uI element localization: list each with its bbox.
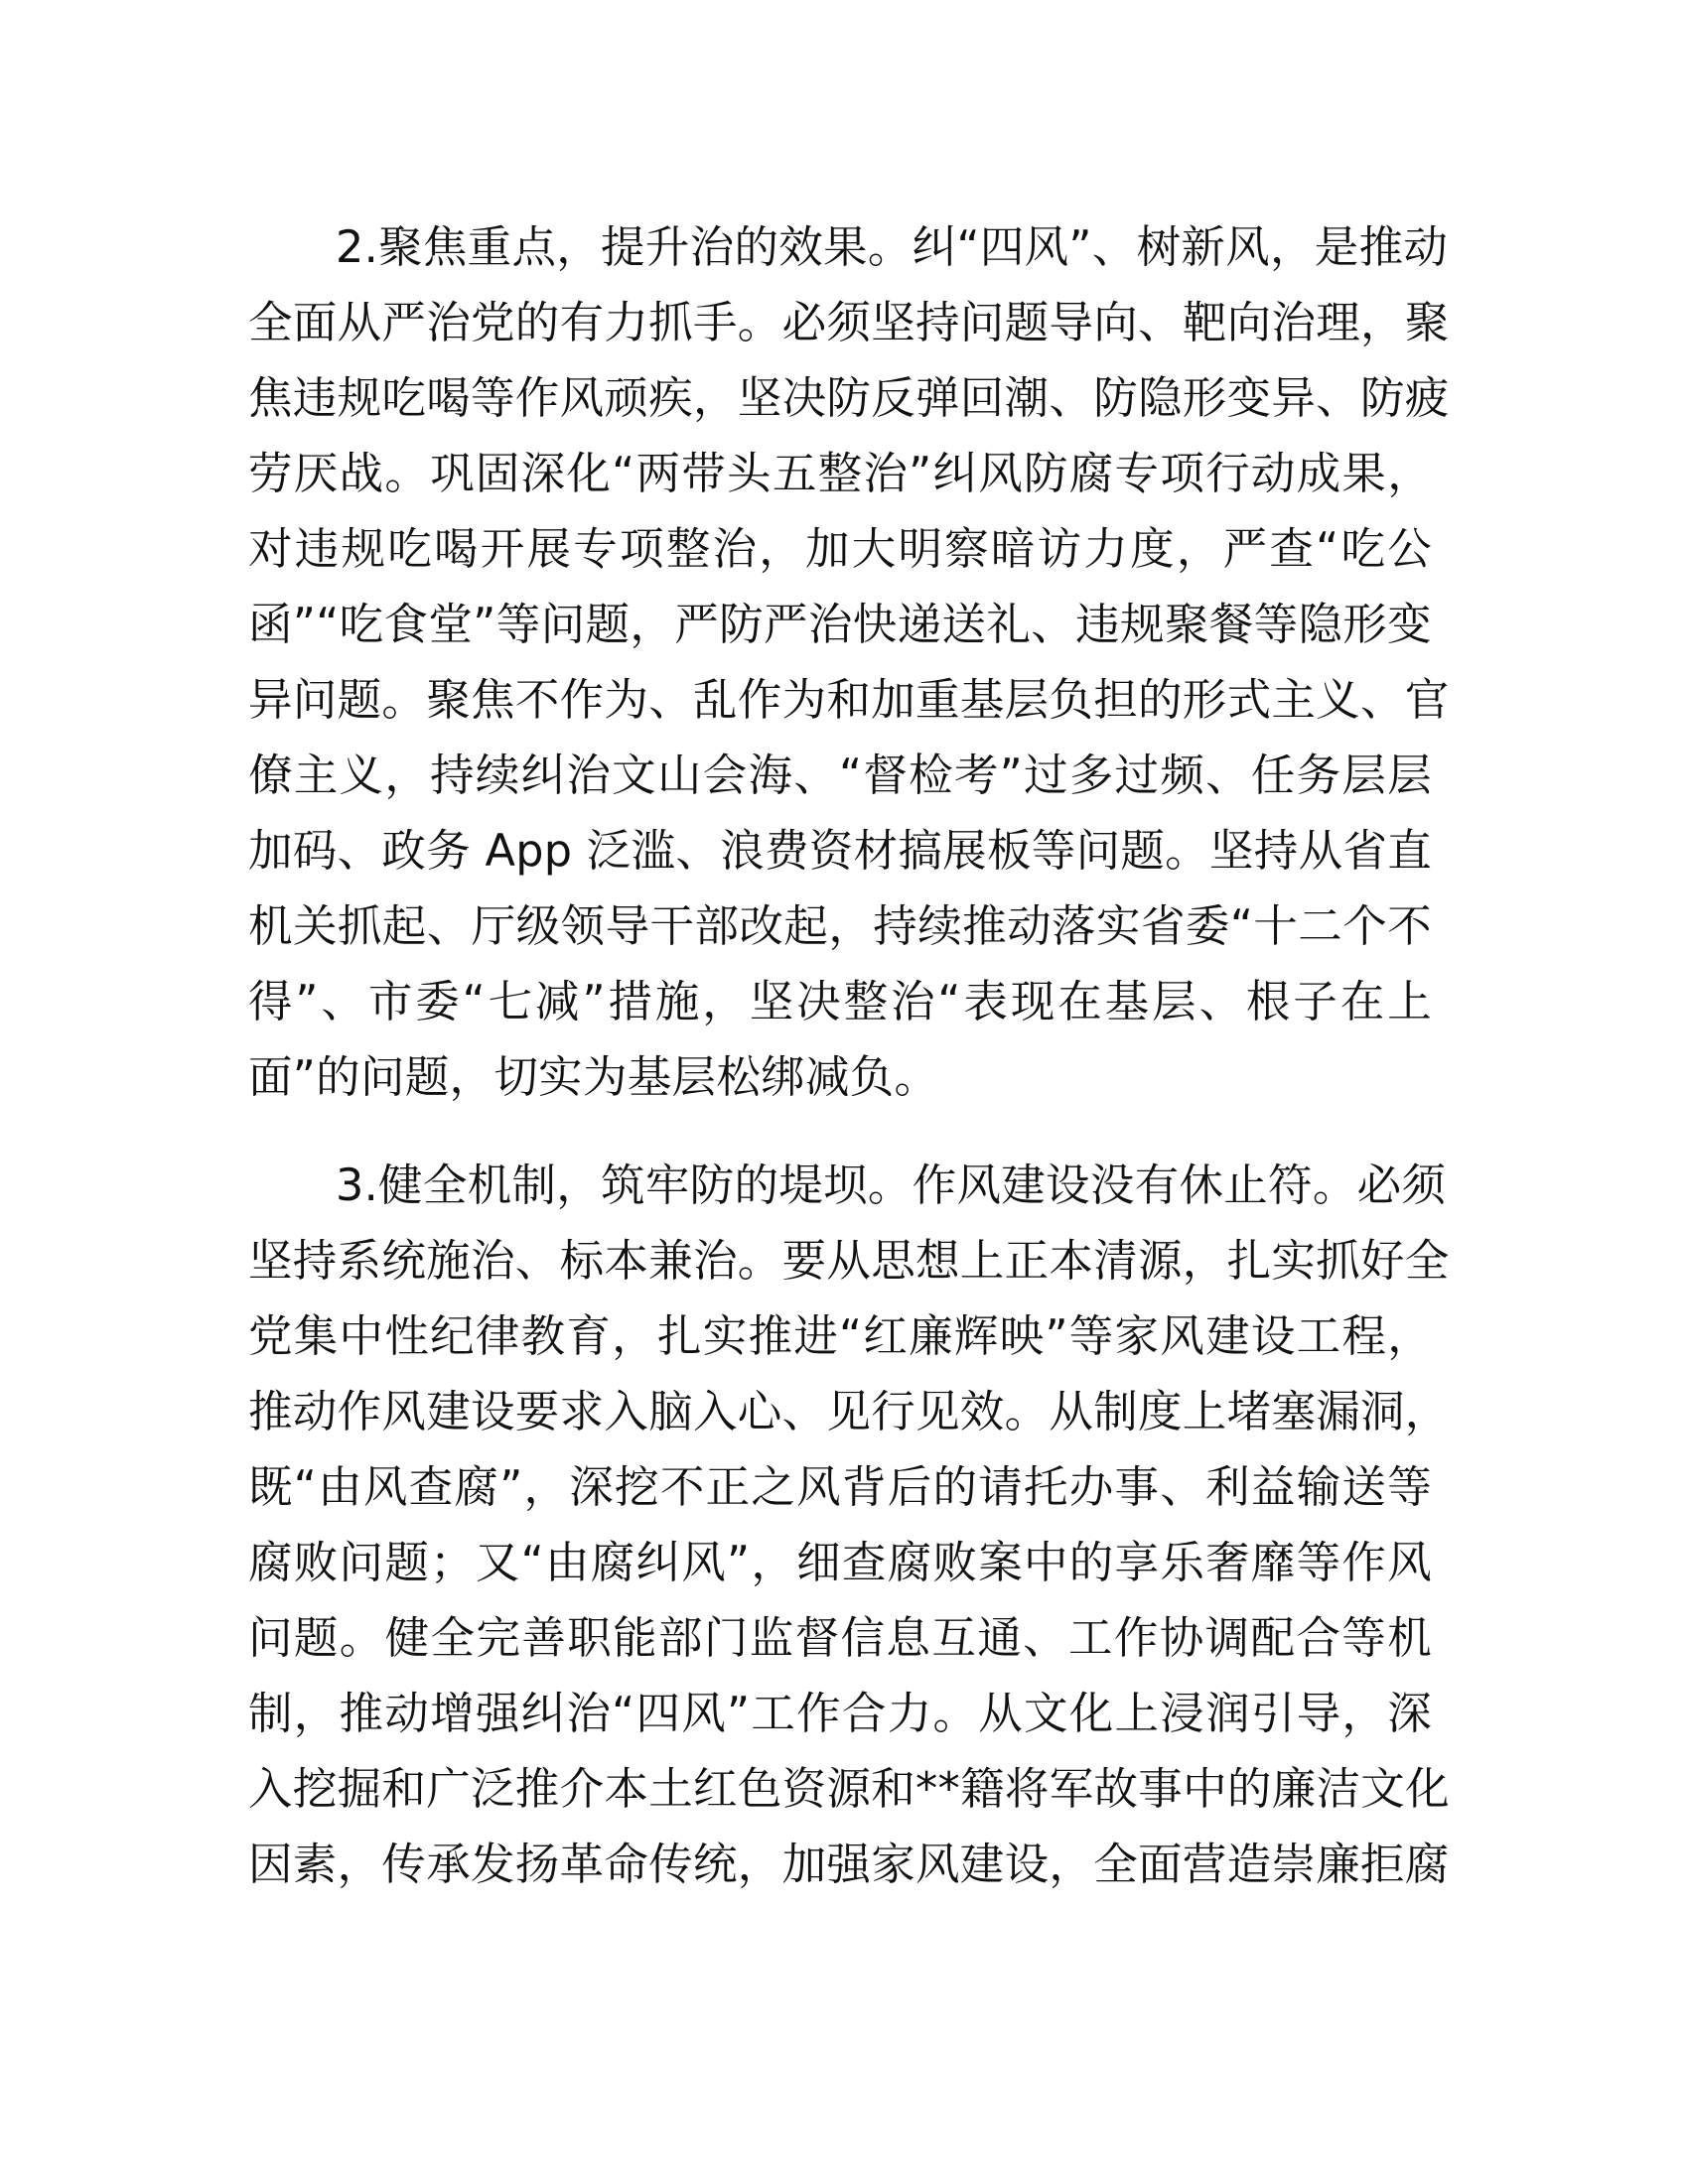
paragraph-line: 机关抓起、厅级领导干部改起，持续推动落实省委“十二个不 <box>248 901 1432 952</box>
paragraph-line: 函”“吃食堂”等问题，严防严治快递送礼、违规聚餐等隐形变 <box>248 600 1432 650</box>
paragraph-line: 坚持系统施治、标本兼治。要从思想上正本清源，扎实抓好全 <box>248 1236 1450 1287</box>
paragraph-line: 入挖掘和广泛推介本土红色资源和**籍将军故事中的廉洁文化 <box>248 1764 1450 1815</box>
paragraph-line: 制，推动增强纠治“四风”工作合力。从文化上浸润引导，深 <box>248 1689 1432 1739</box>
paragraph-line: 全面从严治党的有力抓手。必须坚持问题导向、靶向治理，聚 <box>248 298 1450 348</box>
paragraph-line: 面”的问题，切实为基层松绑减负。 <box>248 1052 939 1103</box>
paragraph-line: 对违规吃喝开展专项整治，加大明察暗访力度，严查“吃公 <box>248 524 1432 575</box>
paragraph-line: 2.聚焦重点，提升治的效果。纠“四风”、树新风，是推动 <box>336 222 1449 273</box>
paragraph-3-improve-mechanisms <box>248 1149 1450 1903</box>
paragraph-line: 党集中性纪律教育，扎实推进“红廉辉映”等家风建设工程， <box>248 1311 1432 1362</box>
paragraph-line: 劳厌战。巩固深化“两带头五整治”纠风防腐专项行动成果， <box>248 449 1432 499</box>
paragraph-line: 僚主义，持续纠治文山会海、“督检考”过多过频、任务层层 <box>248 751 1432 801</box>
paragraph-line: 加码、政务 App 泛滥、浪费资材搞展板等问题。坚持从省直 <box>248 826 1432 877</box>
paragraph-line: 得”、市委“七减”措施，坚决整治“表现在基层、根子在上 <box>248 977 1432 1027</box>
paragraph-line: 因素，传承发扬革命传统，加强家风建设，全面营造崇廉拒腐 <box>248 1840 1450 1890</box>
paragraph-line: 问题。健全完善职能部门监督信息互通、工作协调配合等机 <box>248 1613 1432 1664</box>
paragraph-line: 3.健全机制，筑牢防的堤坝。作风建设没有休止符。必须 <box>336 1160 1447 1211</box>
paragraph-line: 腐败问题；又“由腐纠风”，细查腐败案中的享乐奢靡等作风 <box>248 1538 1432 1588</box>
paragraph-2-focus-key-points <box>248 210 1450 1116</box>
paragraph-line: 焦违规吃喝等作风顽疾，坚决防反弹回潮、防隐形变异、防疲 <box>248 373 1450 424</box>
paragraph-line: 既“由风查腐”，深挖不正之风背后的请托办事、利益输送等 <box>248 1462 1432 1513</box>
paragraph-line: 异问题。聚焦不作为、乱作为和加重基层负担的形式主义、官 <box>248 675 1450 726</box>
paragraph-line: 推动作风建设要求入脑入心、见行见效。从制度上堵塞漏洞， <box>248 1387 1450 1437</box>
